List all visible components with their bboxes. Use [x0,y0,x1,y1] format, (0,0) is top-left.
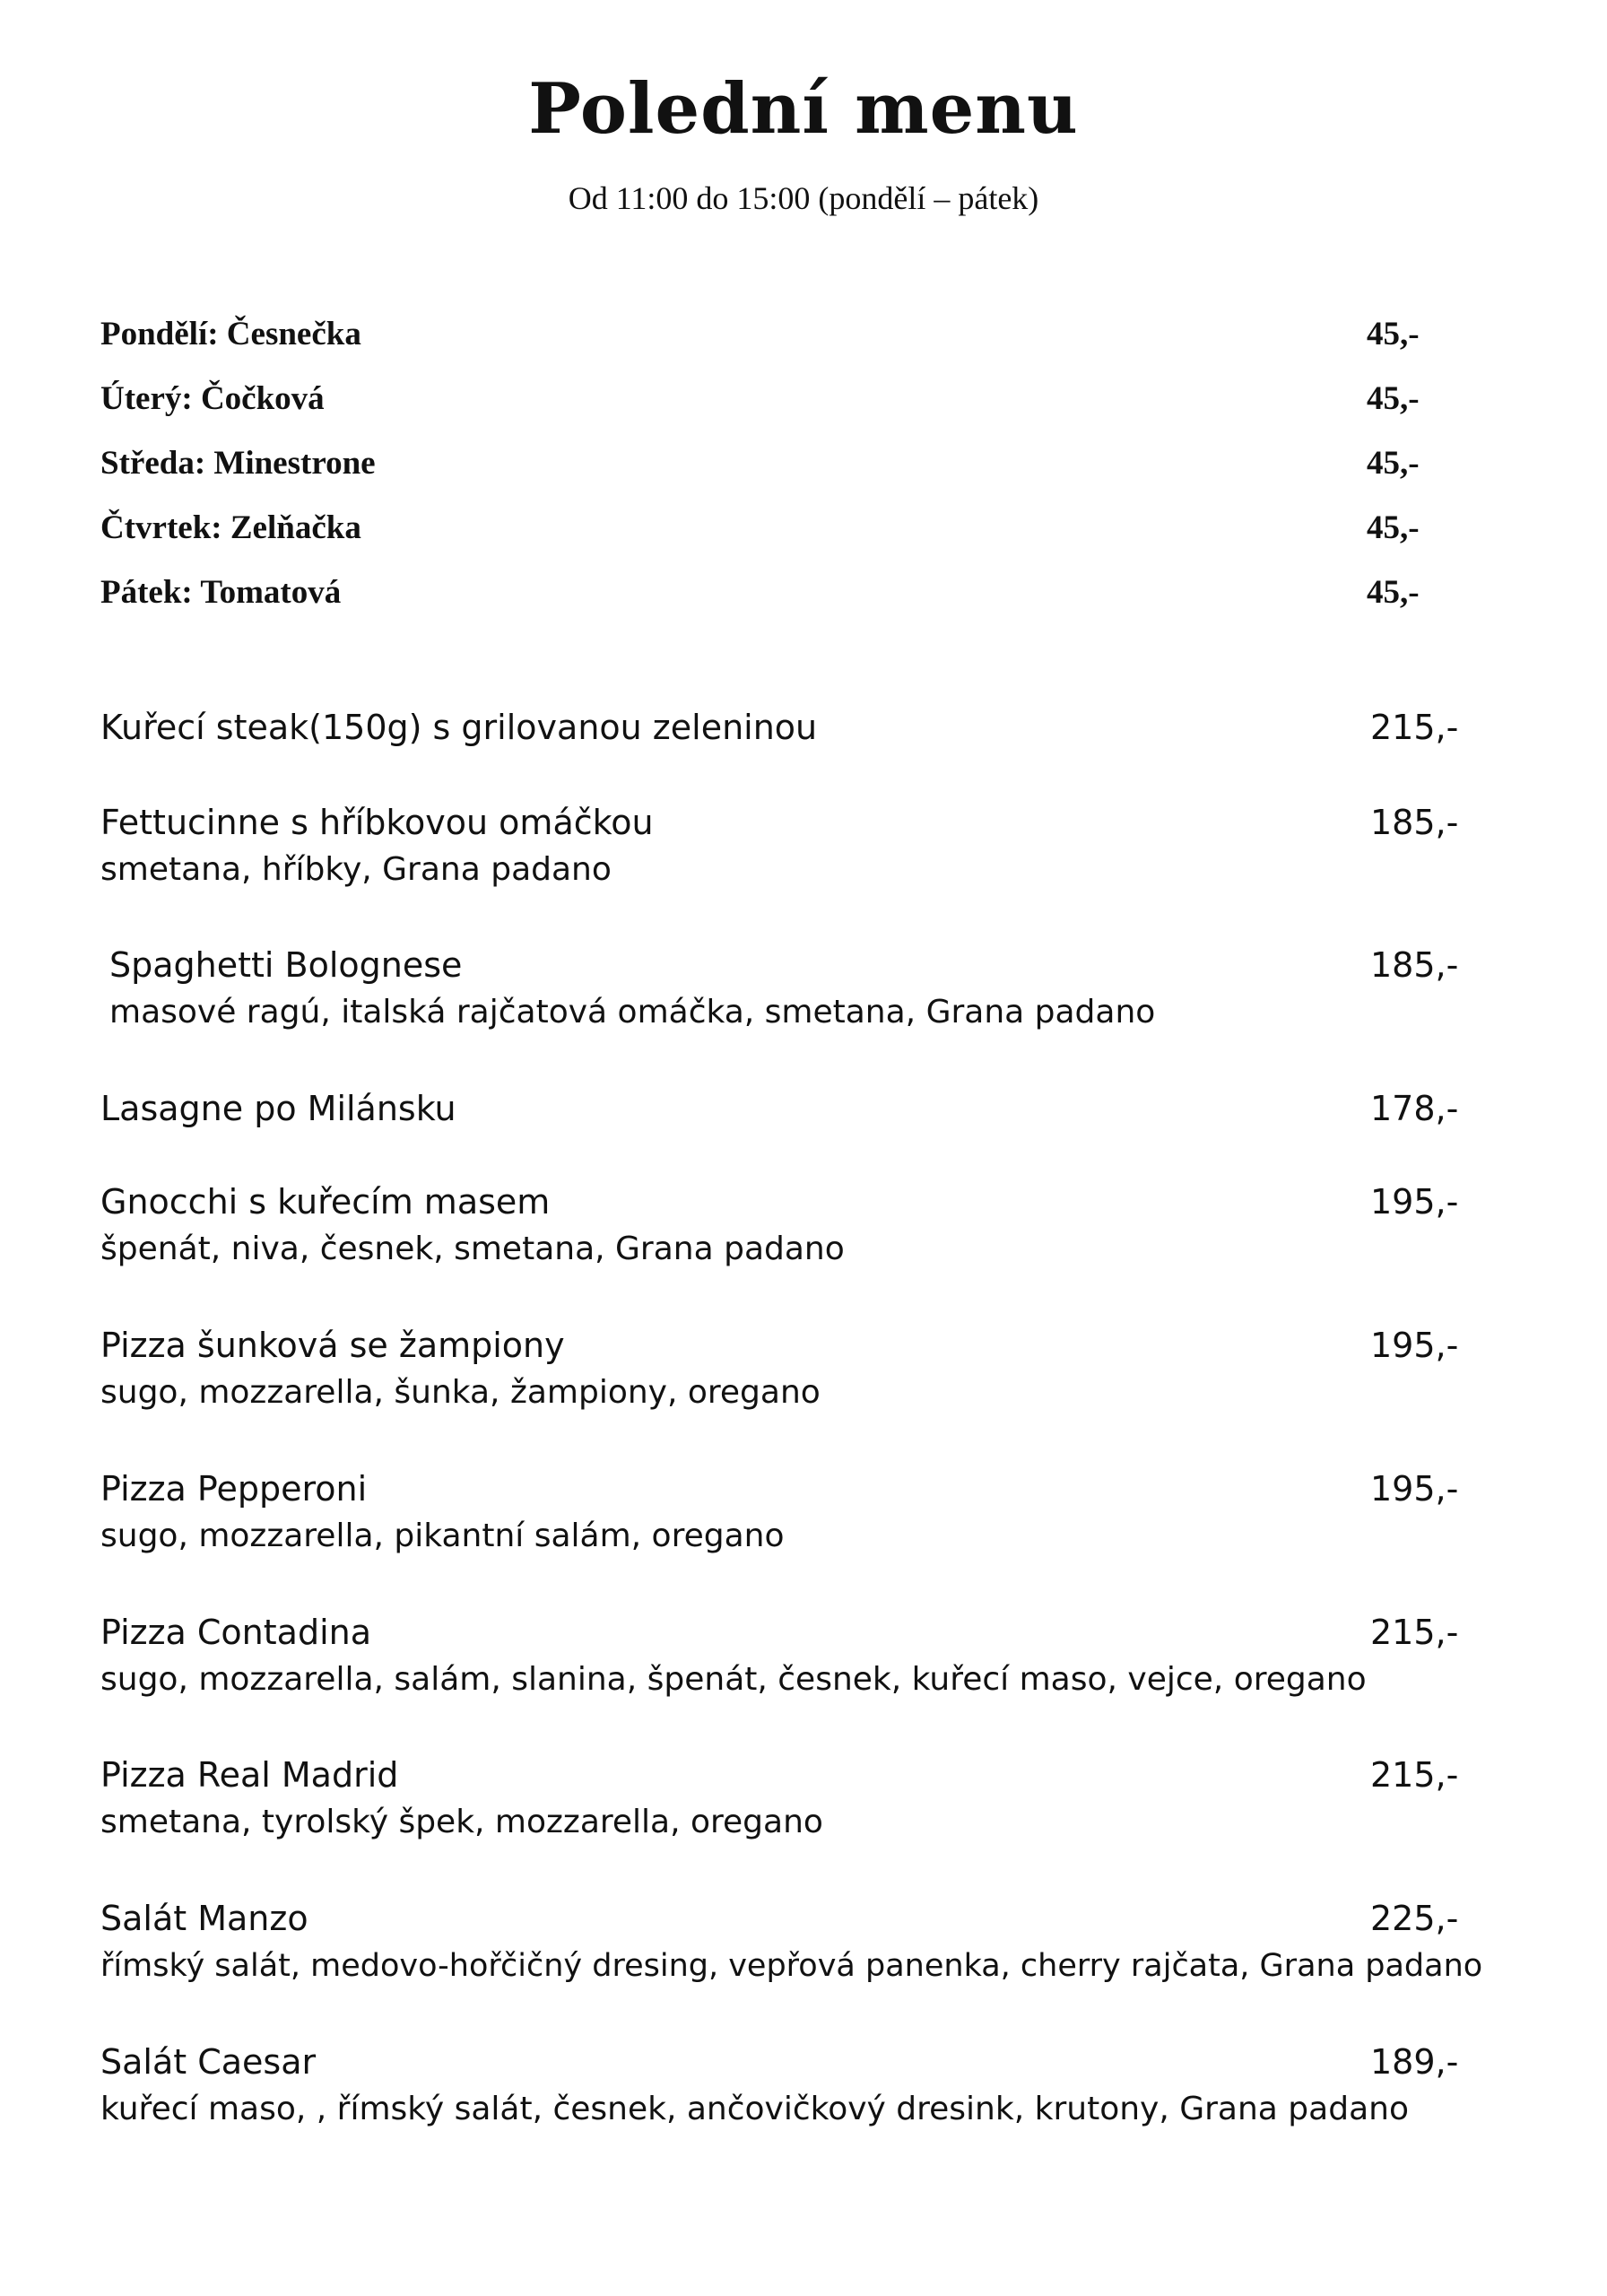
dish-item [100,2039,1499,2137]
dish-price: 215,- [1370,1613,1459,1652]
dish-list [100,704,1499,2137]
dish-price: 189,- [1370,2042,1459,2082]
dish-name: Pizza šunková se žampiony [100,1326,565,1365]
dish-item [100,942,1499,1085]
dish-description: sugo, mozzarella, salám, slanina, špenát, česnek, kuřecí maso, vejce, oregano [100,1661,1367,1698]
dish-name: Gnocchi s kuřecím masem [100,1182,551,1222]
soup-name: Pátek: Tomatová [100,574,342,611]
dish-name: Pizza Pepperoni [100,1469,368,1509]
dish-item [100,799,1499,942]
dish-name: Pizza Contadina [100,1613,371,1652]
dish-price: 195,- [1370,1182,1459,1222]
dish-price: 178,- [1370,1089,1459,1128]
soup-name: Úterý: Čočková [100,380,325,417]
dish-name: Kuřecí steak(150g) s grilovanou zeleninou [100,708,818,747]
dish-description: kuřecí maso, , římský salát, česnek, ančovičkový dresink, krutony, Grana padano [100,2091,1409,2127]
dish-price: 185,- [1370,803,1459,842]
dish-description: sugo, mozzarella, pikantní salám, oregano [100,1518,785,1554]
dish-price: 195,- [1370,1326,1459,1365]
soup-price: 45,- [1367,380,1420,417]
dish-item [100,1085,1499,1178]
dish-item [100,1752,1499,1895]
dish-price: 225,- [1370,1899,1459,1938]
dish-price: 215,- [1370,1755,1459,1795]
dish-price: 195,- [1370,1469,1459,1509]
soup-row-wednesday [100,439,1499,503]
soup-row-monday [100,309,1499,374]
dish-name: Salát Caesar [100,2042,317,2082]
dish-name: Salát Manzo [100,1899,308,1938]
soup-row-friday [100,568,1499,632]
soup-price: 45,- [1367,509,1420,546]
dish-item [100,1895,1499,2039]
dish-item [100,1465,1499,1609]
dish-name: Pizza Real Madrid [100,1755,399,1795]
dish-description: smetana, hříbky, Grana padano [100,851,612,888]
dish-description: sugo, mozzarella, šunka, žampiony, oregano [100,1374,821,1411]
dish-name: Fettucinne s hříbkovou omáčkou [100,803,654,842]
dish-price: 185,- [1370,945,1459,985]
opening-hours: Od 11:00 do 15:00 (pondělí – pátek) [568,180,1039,216]
soup-row-thursday [100,503,1499,568]
dish-price: 215,- [1370,708,1459,747]
page-title: Polední menu [528,68,1079,150]
dish-item [100,1609,1499,1752]
dish-item [100,1322,1499,1465]
soup-price: 45,- [1367,445,1420,482]
dish-item [100,1178,1499,1322]
soup-list [100,309,1499,632]
soup-row-tuesday [100,374,1499,439]
dish-name: Lasagne po Milánsku [100,1089,456,1128]
dish-description: římský salát, medovo-hořčičný dresing, vepřová panenka, cherry rajčata, Grana padano [100,1948,1483,1984]
soup-name: Čtvrtek: Zelňačka [100,509,361,546]
dish-description: špenát, niva, česnek, smetana, Grana padano [100,1231,845,1267]
soup-price: 45,- [1367,316,1420,352]
soup-name: Pondělí: Česnečka [100,316,361,352]
soup-price: 45,- [1367,574,1420,611]
dish-description: masové ragú, italská rajčatová omáčka, smetana, Grana padano [109,994,1156,1031]
soup-name: Středa: Minestrone [100,445,376,482]
dish-item [100,704,1499,799]
dish-name: Spaghetti Bolognese [109,945,463,985]
dish-description: smetana, tyrolský špek, mozzarella, oregano [100,1804,823,1840]
